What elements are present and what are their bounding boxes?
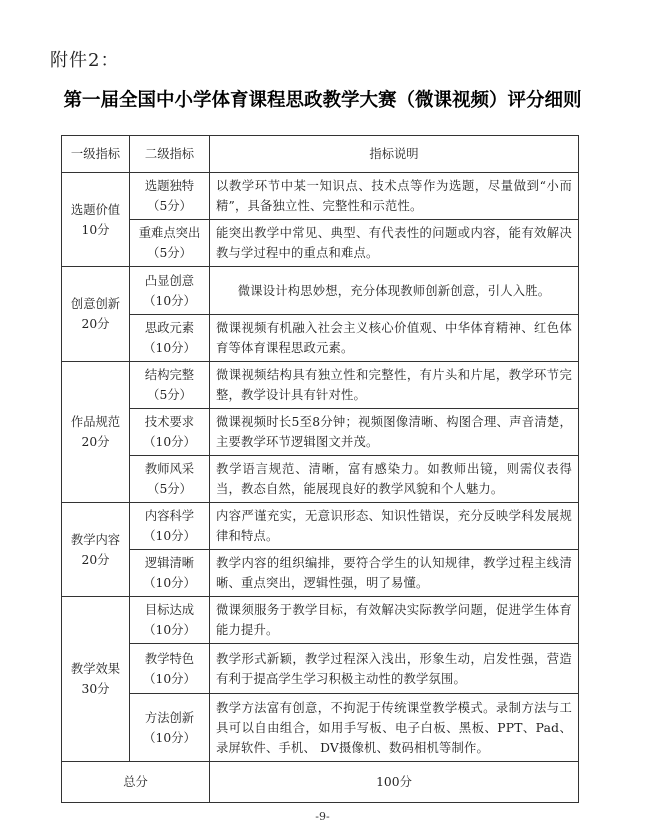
secondary-indicator-name: 目标达成 [144,603,195,617]
table-row [62,694,579,762]
table-row [62,173,579,220]
scoring-table [61,135,579,803]
header-primary: 一级指标 [62,136,130,173]
primary-indicator [62,597,130,762]
secondary-indicator-name: 凸显创意 [144,273,195,288]
secondary-indicator-score: （10分） [143,293,196,308]
secondary-indicator-score: （10分） [143,435,196,449]
primary-indicator-score: 20分 [81,435,110,449]
secondary-indicator-score: （10分） [143,576,196,590]
table-row [62,503,579,550]
secondary-indicator-score: （10分） [143,341,196,355]
table-header-row [62,136,579,173]
secondary-indicator-score: （5分） [147,482,192,496]
primary-indicator [62,173,130,267]
secondary-indicator [130,220,210,267]
page-title: 第一届全国中小学体育课程思政教学大赛（微课视频）评分细则 [63,90,582,111]
total-label: 总分 [62,762,210,803]
secondary-indicator-name: 逻辑清晰 [144,556,195,570]
secondary-indicator [130,644,210,694]
secondary-indicator-name: 内容科学 [144,509,195,523]
header-description: 指标说明 [210,136,579,173]
indicator-description: 微课视频结构具有独立性和完整性，有片头和片尾，教学环节完整，教学设计具有针对性。 [210,362,579,409]
secondary-indicator-score: （5分） [147,246,192,260]
primary-indicator-name: 选题价值 [70,202,121,217]
secondary-indicator [130,173,210,220]
table-row [62,597,579,644]
primary-indicator [62,267,130,362]
primary-indicator [62,362,130,503]
indicator-description: 微课视频有机融入社会主义核心价值观、中华体育精神、红色体育等体育课程思政元素。 [210,315,579,362]
primary-indicator-name: 教学内容 [70,532,121,547]
attachment-label: 附件2： [50,50,120,71]
indicator-description: 教学方法富有创意，不拘泥于传统课堂教学模式。录制方法与工具可以自由组合，如用手写板、电子白板、黑板、PPT、Pad、录屏软件、手机、 DV摄像机、数码相机等制作。 [210,694,579,762]
secondary-indicator-score: （10分） [143,730,196,745]
secondary-indicator-score: （10分） [143,671,196,686]
primary-indicator [62,503,130,597]
indicator-description: 能突出教学中常见、典型、有代表性的问题或内容，能有效解决教与学过程中的重点和难点。 [210,220,579,267]
secondary-indicator-name: 选题独特 [144,179,195,193]
secondary-indicator-name: 教师风采 [144,462,195,476]
table-row [62,409,579,456]
total-value: 100分 [210,762,579,803]
indicator-description: 内容严谨充实，无意识形态、知识性错误，充分反映学科发展规律和特点。 [210,503,579,550]
secondary-indicator [130,409,210,456]
page-number: -9- [315,810,330,823]
indicator-description: 教学内容的组织编排，要符合学生的认知规律，教学过程主线清晰、重点突出，逻辑性强，明了易懂。 [210,550,579,597]
primary-indicator-name: 作品规范 [70,415,121,429]
secondary-indicator [130,550,210,597]
secondary-indicator [130,315,210,362]
secondary-indicator [130,503,210,550]
indicator-description: 微课视频时长5至8分钟；视频图像清晰、构图合理、声音清楚，主要教学环节逻辑图文并茂。 [210,409,579,456]
secondary-indicator-score: （10分） [143,529,196,543]
secondary-indicator-score: （5分） [147,388,192,402]
indicator-description: 微课设计构思妙想，充分体现教师创新创意，引人入胜。 [210,267,579,315]
secondary-indicator-name: 方法创新 [144,710,195,725]
table-row [62,267,579,315]
table-row [62,220,579,267]
indicator-description: 教学形式新颖，教学过程深入浅出，形象生动，启发性强，营造有利于提高学生学习积极主动性的教学氛围。 [210,644,579,694]
indicator-description: 微课须服务于教学目标，有效解决实际教学问题，促进学生体育能力提升。 [210,597,579,644]
secondary-indicator [130,267,210,315]
table-row [62,644,579,694]
secondary-indicator-name: 教学特色 [144,651,195,666]
secondary-indicator [130,362,210,409]
primary-indicator-name: 教学效果 [70,662,121,676]
table-row [62,362,579,409]
primary-indicator-score: 10分 [81,222,110,237]
secondary-indicator [130,694,210,762]
indicator-description: 以教学环节中某一知识点、技术点等作为选题，尽量做到“小而精”，具备独立性、完整性和示范性。 [210,173,579,220]
total-row [62,762,579,803]
primary-indicator-score: 20分 [81,317,110,331]
primary-indicator-score: 20分 [81,552,110,567]
secondary-indicator-name: 思政元素 [144,321,195,335]
secondary-indicator-name: 结构完整 [144,368,195,382]
secondary-indicator-name: 重难点突出 [138,226,201,240]
secondary-indicator-name: 技术要求 [144,415,195,429]
table-row [62,550,579,597]
secondary-indicator-score: （5分） [147,199,192,213]
primary-indicator-score: 30分 [81,682,110,696]
secondary-indicator [130,597,210,644]
table-row [62,315,579,362]
primary-indicator-name: 创意创新 [70,297,121,311]
indicator-description: 教学语言规范、清晰，富有感染力。如教师出镜，则需仪表得当，教态自然，能展现良好的教学风貌和个人魅力。 [210,456,579,503]
secondary-indicator [130,456,210,503]
header-secondary: 二级指标 [130,136,210,173]
secondary-indicator-score: （10分） [143,623,196,637]
table-row [62,456,579,503]
